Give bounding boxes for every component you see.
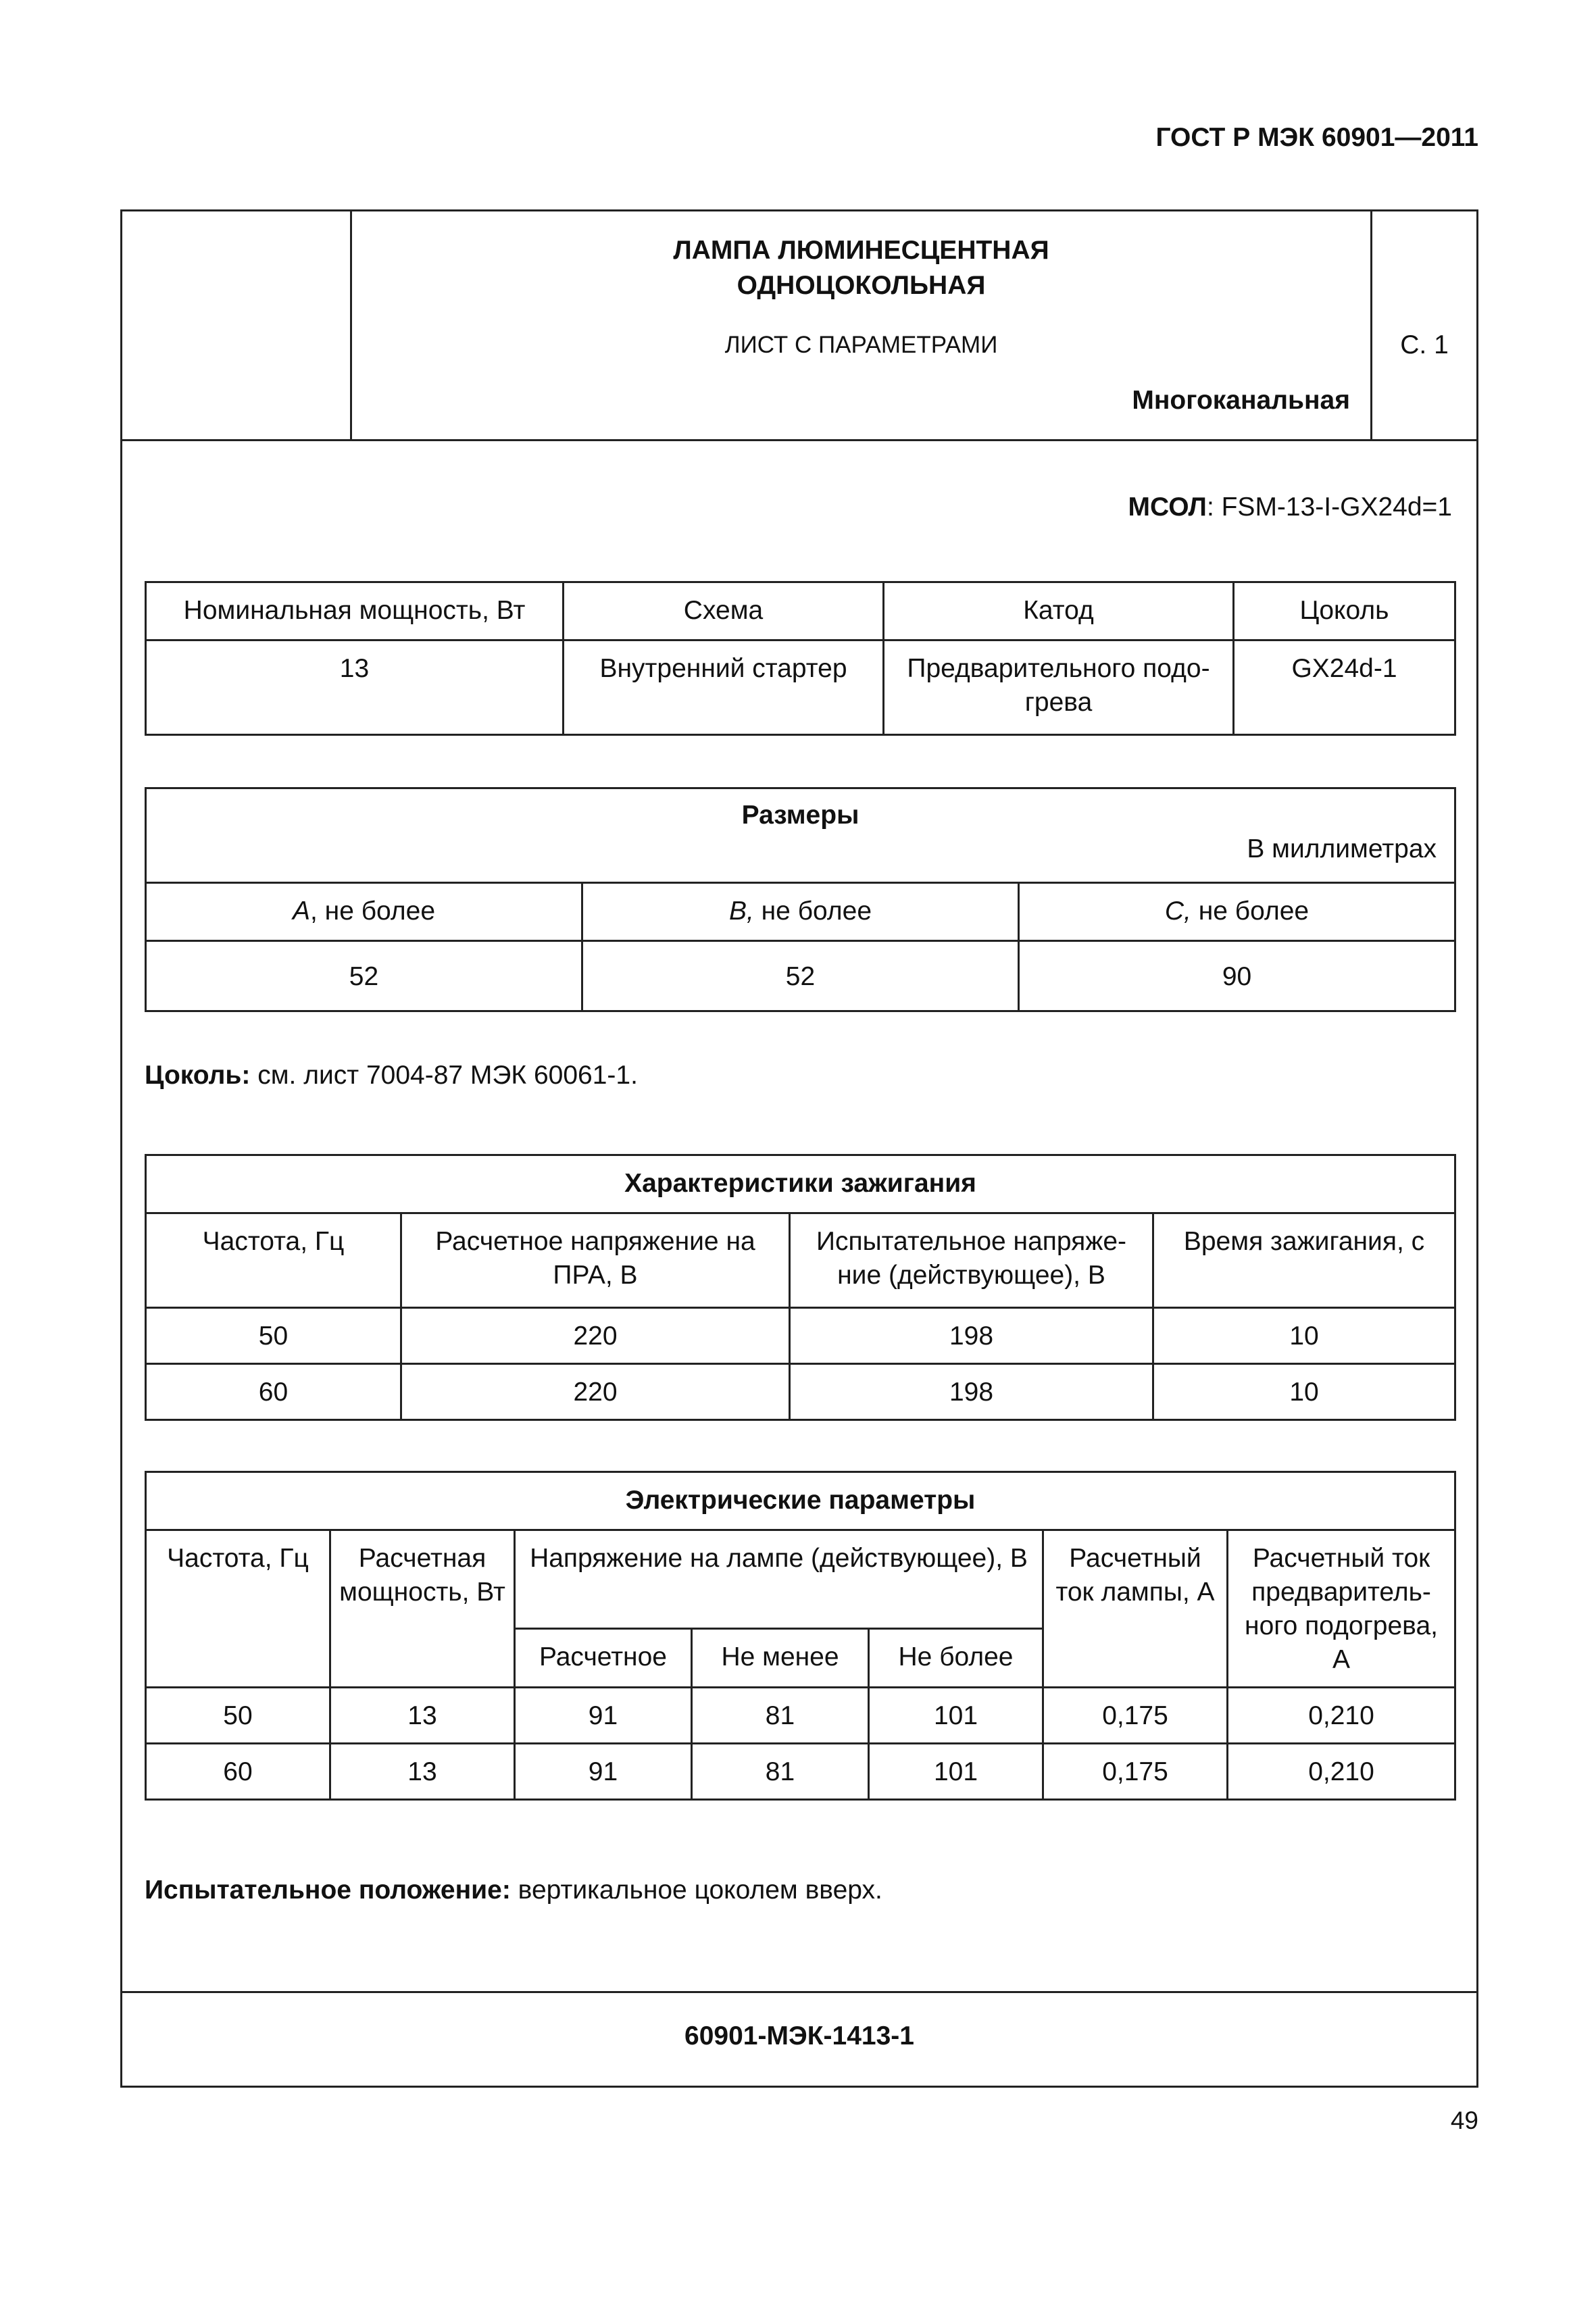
header-cell: Номинальная мощность, Вт (146, 582, 564, 640)
table-row (146, 1688, 1455, 1744)
header-cell: Напряжение на лампе (действующее), В (515, 1530, 1043, 1629)
standard-number: ГОСТ Р МЭК 60901—2011 (1155, 123, 1478, 152)
table-row (146, 640, 1455, 735)
title-block-left-cell (122, 211, 352, 439)
sheet-page-label: С. 1 (1400, 330, 1449, 359)
table-cell: 52 (146, 941, 582, 1011)
table-cell: 81 (692, 1744, 869, 1800)
dimension-letter: C, (1164, 897, 1191, 926)
base-note-text: см. лист 7004-87 МЭК 60061-1. (250, 1061, 638, 1090)
dimensions-table (145, 787, 1456, 1012)
dimensions-title: Размеры (741, 801, 859, 830)
table-cell: 220 (401, 1308, 790, 1364)
msol-label: МСОЛ (1128, 493, 1207, 522)
dimension-limit: не более (753, 897, 872, 926)
msol-designation (1128, 493, 1452, 522)
test-position-text: вертикальное цоколем вверх. (510, 1876, 882, 1905)
table-cell: 10 (1153, 1308, 1455, 1364)
table-row (146, 1364, 1455, 1420)
electrical-table (145, 1471, 1456, 1801)
parameter-sheet-frame (120, 209, 1478, 2088)
ignition-table (145, 1154, 1456, 1421)
table-cell: 0,175 (1043, 1744, 1228, 1800)
table-cell: 198 (790, 1308, 1153, 1364)
base-note (145, 1061, 638, 1090)
table-row (146, 1308, 1455, 1364)
table-cell: 60 (146, 1744, 330, 1800)
sheet-footer (122, 1991, 1476, 2086)
table-cell: 13 (330, 1688, 515, 1744)
lamp-type: Многоканальная (1132, 386, 1350, 415)
header-cell: Схема (564, 582, 884, 640)
table-cell: 13 (330, 1744, 515, 1800)
base-note-label: Цоколь: (145, 1061, 251, 1090)
table-cell: 90 (1019, 941, 1455, 1011)
header-cell: Катод (884, 582, 1234, 640)
table-cell: 0,210 (1228, 1688, 1455, 1744)
header-cell: Расчетный ток предваритель-ного подогрева, А (1228, 1530, 1455, 1688)
header-cell: Время зажигания, с (1153, 1213, 1455, 1308)
msol-value: : FSM-13-I-GX24d=1 (1206, 493, 1452, 522)
table-header-row (146, 582, 1455, 640)
header-cell: Не более (869, 1629, 1043, 1688)
table-title-row (146, 788, 1455, 883)
header-cell: Частота, Гц (146, 1213, 401, 1308)
table-cell: 101 (869, 1744, 1043, 1800)
table-cell: Предварительного подо-грева (884, 640, 1234, 735)
test-position-label: Испытательное положение: (145, 1876, 511, 1905)
table-cell: 0,210 (1228, 1744, 1455, 1800)
table-cell: 101 (869, 1688, 1043, 1744)
dimension-letter: B, (728, 897, 754, 926)
table-cell: 50 (146, 1308, 401, 1364)
title-block-page-cell (1370, 211, 1476, 439)
sheet-code: 60901-МЭК-1413-1 (684, 2021, 914, 2051)
table-cell: Внутренний стартер (564, 640, 884, 735)
header-cell (146, 883, 582, 941)
dimension-limit: , не более (309, 897, 436, 926)
header-cell: Испытательное напряже-ние (действующее), В (790, 1213, 1153, 1308)
dimension-letter: A (292, 897, 310, 926)
table-cell: 0,175 (1043, 1688, 1228, 1744)
title-block-center-cell (352, 211, 1370, 439)
dimensions-units: В миллиметрах (1247, 834, 1437, 863)
header-cell: Цоколь (1234, 582, 1455, 640)
dimensions-title-cell (146, 788, 1455, 883)
page-number: 49 (1450, 2107, 1478, 2134)
header-cell (1019, 883, 1455, 941)
table-cell: 198 (790, 1364, 1153, 1420)
table-cell: 13 (146, 640, 564, 735)
table-cell: GX24d-1 (1234, 640, 1455, 735)
title-block (122, 211, 1476, 441)
header-cell: Расчетная мощность, Вт (330, 1530, 515, 1688)
header-cell: Не менее (692, 1629, 869, 1688)
sheet-subtitle: ЛИСТ С ПАРАМЕТРАМИ (724, 332, 998, 358)
table-cell: 60 (146, 1364, 401, 1420)
ignition-title: Характеристики зажигания (146, 1155, 1455, 1213)
sheet-title-line2: ОДНОЦОКОЛЬНАЯ (737, 271, 986, 300)
table-row (146, 1744, 1455, 1800)
table-title-row (146, 1472, 1455, 1530)
dimension-limit: не более (1191, 897, 1310, 926)
header-cell (582, 883, 1019, 941)
table-cell: 91 (515, 1744, 692, 1800)
sheet-title (352, 233, 1370, 303)
table-cell: 52 (582, 941, 1019, 1011)
table-row (146, 941, 1455, 1011)
table-title-row (146, 1155, 1455, 1213)
table-cell: 81 (692, 1688, 869, 1744)
sheet-title-line1: ЛАМПА ЛЮМИНЕСЦЕНТНАЯ (673, 236, 1049, 265)
header-cell: Частота, Гц (146, 1530, 330, 1688)
electrical-title: Электрические параметры (146, 1472, 1455, 1530)
table-header-row (146, 1213, 1455, 1308)
table-header-row (146, 1530, 1455, 1629)
test-position-note (145, 1876, 882, 1905)
table-cell: 50 (146, 1688, 330, 1744)
main-parameters-table (145, 581, 1456, 736)
table-cell: 10 (1153, 1364, 1455, 1420)
table-cell: 220 (401, 1364, 790, 1420)
header-cell: Расчетное (515, 1629, 692, 1688)
table-header-row (146, 883, 1455, 941)
table-cell: 91 (515, 1688, 692, 1744)
header-cell: Расчетное напряжение на ПРА, В (401, 1213, 790, 1308)
header-cell: Расчетный ток лампы, А (1043, 1530, 1228, 1688)
